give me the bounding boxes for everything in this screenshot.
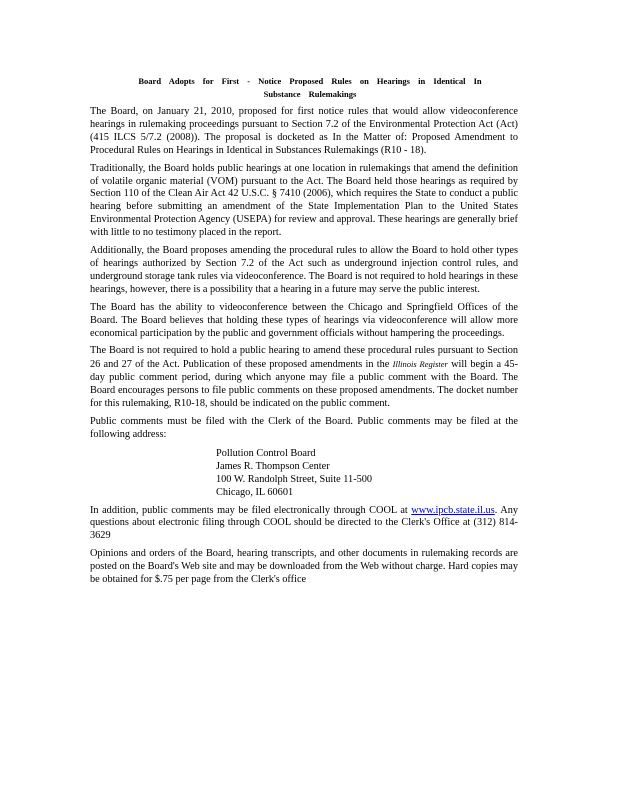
- document-body: [90, 106, 518, 592]
- p5-text-after: will begin a 45-day public comment period, during which anyone may file a public comment with the Board. The Board encourages persons to file public comments on these proposed amendments. The docket number for this rulemaking, R10-18, should be indicated on the public comment.: [90, 359, 518, 410]
- paragraph-additionally: Additionally, the Board proposes amending the procedural rules to allow the Board to hold other types of hearings authorized by Section 7.2 of the Act such as underground injection control rules, and underground storage tank rules via videoconference. The Board is not required to hold hearings in these hearings, however, there is a possibility that a hearing in a future may serve the public interest.: [90, 245, 518, 295]
- document-title: [90, 75, 530, 101]
- title-line-2: Substance Rulemakings: [263, 89, 357, 99]
- address-line-2: James R. Thompson Center: [216, 460, 330, 472]
- p7-text-after: . Any questions about electronic filing through COOL should be directed to the Clerk's Office at (312) 814-3629: [90, 504, 518, 542]
- paragraph-electronic-filing: [90, 505, 518, 544]
- p5-text-before: The Board is not required to hold a public hearing to amend these procedural rules pursuant to Section 26 and 27 of the Act. Publication of these proposed amendments in the: [90, 345, 518, 371]
- address-line-1: Pollution Control Board: [216, 447, 316, 459]
- title-line-1: Board Adopts for First - Notice Proposed Rules on Hearings in Identical In: [138, 76, 482, 86]
- mailing-address: [216, 447, 518, 500]
- paragraph-filing-instructions: Public comments must be filed with the Clerk of the Board. Public comments may be filed at the following address:: [90, 415, 518, 440]
- paragraph-opinions-orders: Opinions and orders of the Board, hearing transcripts, and other documents in rulemaking records are posted on the Board's Web site and may be downloaded from the Web without charge. Hard copies may be obtained for $.75 per page from the Clerk's office: [90, 548, 518, 586]
- illinois-register-italic: Illinois Register: [392, 359, 448, 370]
- paragraph-announcement: The Board, on January 21, 2010, proposed for first notice rules that would allow videoconference hearings in rulemaking proceedings pursuant to Section 7.2 of the Environmental Protection Act (Act) (415 ILCS 5/7.2 (2008)). The proposal is docketed as In the Matter of: Proposed Amendment to Procedural Rules on Hearings in Identical in Substances Rulemakings (R10 - 18).: [90, 106, 518, 156]
- p7-text-before: In addition, public comments may be filed electronically through COOL at: [90, 504, 412, 516]
- address-line-4: Chicago, IL 60601: [216, 487, 294, 499]
- paragraph-traditionally: Traditionally, the Board holds public hearings at one location in rulemakings that amend the definition of volatile organic material (VOM) pursuant to the Act. The Board held those hearings as required by Section 110 of the Clean Air Act 42 U.S.C. § 7410 (2006), which requires the State to conduct a public hearing before submitting an amendment of the State Implementation Plan to the United States Environmental Protection Agency (USEPA) for review and approval. These hearings are generally brief with little to no testimony placed in the report.: [90, 162, 518, 239]
- paragraph-public-comment: [90, 345, 518, 411]
- cool-website-link[interactable]: www.ipcb.state.il.us: [411, 504, 495, 516]
- address-line-3: 100 W. Randolph Street, Suite 11-500: [216, 474, 373, 486]
- paragraph-videoconference: The Board has the ability to videoconference between the Chicago and Springfield Offices of the Board. The Board believes that holding these types of hearings via videoconference will allow more economical participation by the public and government officials without hampering the proceedings.: [90, 301, 518, 339]
